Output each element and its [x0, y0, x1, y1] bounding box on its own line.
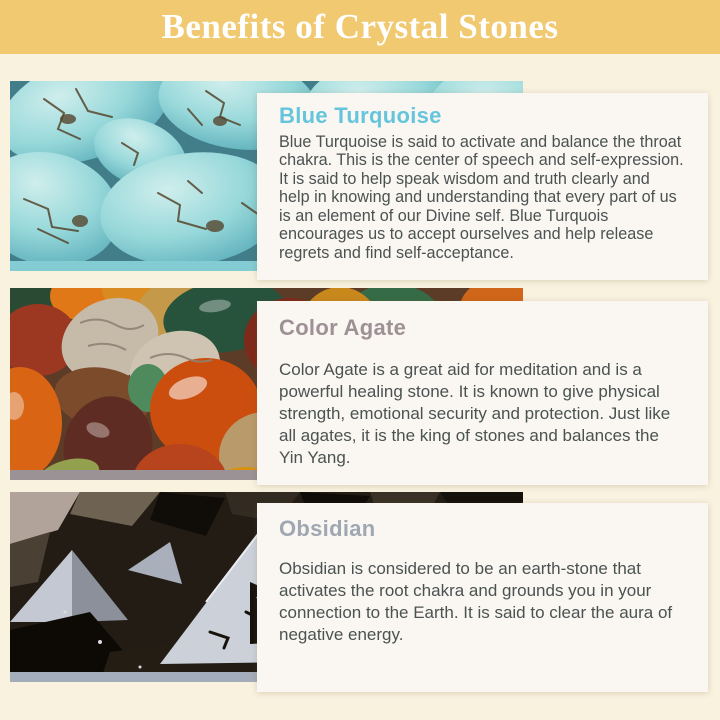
card-title: Color Agate	[279, 315, 407, 340]
page-title: Benefits of Crystal Stones	[161, 7, 559, 46]
blue-turquoise-card	[257, 93, 708, 280]
card-description: Color Agate is a great aid for meditation and is a powerful healing stone. It is known to give physical strength, emotional security and protection. Just like all agates, it is the king of stones and balances the Yin Yang.	[279, 360, 671, 468]
card-description: Obsidian is considered to be an earth-stone that activates the root chakra and grounds you in your connection to the Earth. It is said to clear the aura of negative energy.	[279, 559, 673, 645]
card-title: Obsidian	[279, 516, 376, 541]
color-agate-card	[257, 301, 708, 485]
card-description: Blue Turquoise is said to activate and balance the throat chakra. This is the center of speech and self-expression. It is said to help speak wisdom and truth clearly and help in knowing and understanding that every part of us is an element of our Divine self. Blue Turquois encourages us to accept ourselves and help release regrets and find self-acceptance.	[279, 133, 684, 262]
obsidian-card	[257, 503, 708, 692]
page-header	[0, 0, 720, 54]
card-title: Blue Turquoise	[279, 103, 442, 128]
